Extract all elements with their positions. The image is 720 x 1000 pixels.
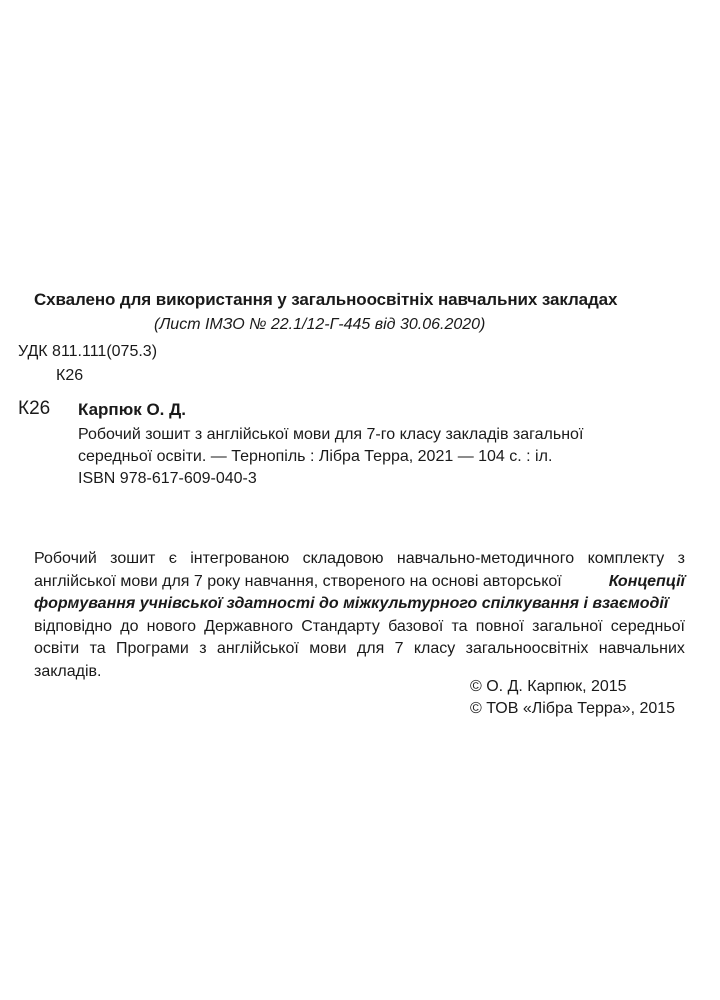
word: нового: [146, 617, 196, 635]
annotation-paragraph: [34, 548, 685, 683]
author-name: Карпюк О. Д.: [78, 400, 186, 419]
approval-title: Схвалено для використання у загальноосвітніх навчальних закладах: [34, 290, 618, 309]
word: складовою: [302, 550, 384, 567]
word: повної: [475, 617, 524, 635]
author-code: К26: [56, 367, 84, 384]
description-line: Робочий зошит з англійської мови для 7-го класу закладів загальної: [78, 426, 584, 443]
word: Державного: [204, 617, 294, 635]
word: освіти: [34, 640, 80, 657]
isbn: ISBN 978-617-609-040-3: [78, 470, 257, 487]
word: базової: [388, 617, 444, 635]
word: Програми: [115, 640, 189, 657]
word: до: [120, 617, 139, 635]
word: Стандарту: [301, 617, 380, 635]
word: навчальних: [598, 640, 685, 657]
annotation-line: [34, 616, 685, 639]
word: відповідно: [34, 617, 113, 635]
concept-title-part: формування учнівської здатності до міжкультурного спілкування і взаємодії: [34, 595, 669, 612]
concept-title-part: Концепції: [608, 572, 685, 590]
word: комплекту: [587, 550, 665, 567]
word: класу: [413, 640, 456, 657]
copyright-author: © О. Д. Карпюк, 2015: [470, 678, 627, 695]
word: та: [89, 640, 106, 657]
word: мови: [309, 640, 347, 657]
author-code-left: К26: [18, 398, 51, 419]
word: з: [199, 640, 207, 657]
word: є: [168, 550, 177, 567]
description-line: середньої освіти. — Тернопіль : Лібра Терра, 2021 — 104 с. : іл.: [78, 448, 553, 465]
word: зошит: [110, 550, 156, 567]
word: Робочий: [34, 550, 97, 567]
annotation-line: [34, 638, 685, 661]
annotation-text: закладів.: [34, 662, 102, 680]
word: 7: [394, 640, 404, 657]
annotation-line: [34, 593, 685, 616]
word: англійської: [216, 640, 299, 657]
word: загальної: [532, 617, 603, 635]
annotation-text: англійської мови для 7 року навчання, створеного на основі авторської: [34, 572, 562, 590]
bibliographic-description: [78, 424, 678, 490]
approval-note: (Лист ІМЗО № 22.1/12-Г-445 від 30.06.2020): [154, 316, 486, 333]
word: навчально-методичного: [396, 550, 575, 567]
word: середньої: [610, 617, 685, 635]
copyright-block: [470, 676, 675, 720]
word: загальноосвітніх: [465, 640, 589, 657]
word: з: [677, 550, 685, 567]
word: для: [356, 640, 385, 657]
annotation-line: [34, 571, 685, 594]
word: та: [451, 617, 468, 635]
udk-code: УДК 811.111(075.3): [18, 343, 158, 360]
annotation-line: [34, 548, 685, 571]
word: інтегрованою: [190, 550, 290, 567]
copyright-publisher: © ТОВ «Лібра Терра», 2015: [470, 700, 676, 717]
